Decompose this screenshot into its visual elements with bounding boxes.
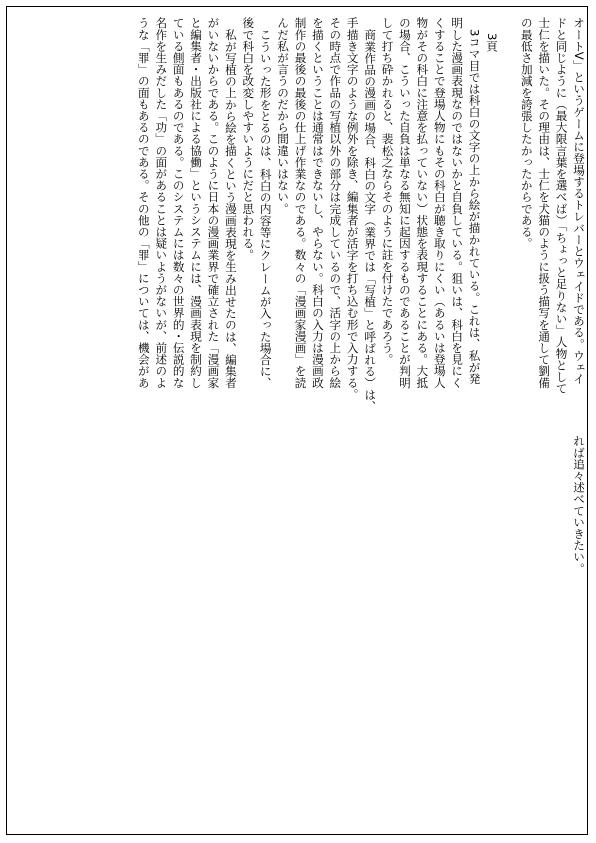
text-line: うな「罪」の面もあるのである。その他の「罪」については、機会があ (136, 17, 151, 389)
text-line: 名作を生みだした「功」の面があることは疑いようがないが、前述のよ (154, 17, 169, 389)
text-line: 物がその科白に注意を払っていない）状態を表現することにある。大抵 (415, 17, 430, 389)
text-line: ドと同じように（最大限言葉を選べば）「ちょっと足りない」人物として (554, 17, 569, 394)
text-line: 手描き文字のような例外を除き、編集者が活字を打ち込む形で入力する。 (345, 17, 360, 400)
text-line: して打ち砕かれると、裴松之ならそのように註を付けたであろう。 (380, 17, 395, 365)
main-text-block (17, 17, 587, 412)
continuation-text-block (27, 435, 587, 815)
text-line: その時点で作品の写植以外の部分は完成しているので、活字の上から絵 (328, 17, 343, 389)
text-line: ている側面もあるのである。このシステムには数々の世界的・伝説的な (171, 17, 186, 389)
text-line: 制作の最後の最後の仕上げ作業なのである。数々の「漫画家漫画」を読 (293, 17, 308, 389)
text-line: を描くということは通常はできないし、やらない。科白の入力は漫画政 (310, 17, 325, 389)
document-page (6, 6, 588, 835)
text-line: れば追々述べていきたい。 (572, 435, 586, 575)
text-line: がいないからである。このように日本の漫画業界で確立された「漫画家 (206, 17, 221, 389)
text-line: の最低さ加減を誇張したかったからである。 (519, 17, 534, 249)
text-line: くすることで登場人物にもその科白が聴き取りにくい（あるいは登場人 (432, 17, 447, 389)
text-line: と編集者・出版社による協働」というシステムには、漫画表現を制約し (189, 17, 204, 389)
text-line: オートV」というゲームに登場するトレバーとウェイドである。ウェイ (572, 17, 586, 385)
text-line: 3コマ目では科白の文字の上から絵が描かれている。これは、私が発 (467, 28, 482, 384)
blank-line (500, 17, 517, 392)
text-line: 士仁を描いた。その理由は、士仁を犬猫のように扱う描写を通して劉備 (537, 17, 552, 389)
text-line: んだ私が言うのだから間違いはない。 (276, 17, 291, 215)
text-line: 後で科白を改変しやすいようにだと思われる。 (241, 17, 256, 261)
text-line: の場合、こういった自負は単なる無知に起因するものであることが判明 (397, 17, 412, 389)
text-line: 私が写植の上から絵を描くという漫画表現を生み出せたのは、編集者 (223, 28, 238, 389)
text-line: 明した漫画表現なのではないかと自負している。狙いは、科白を見にく (450, 17, 465, 389)
text-line: こういった形をとるのは、科白の内容等にクレームが入った場合に、 (258, 28, 273, 389)
text-line: 商業作品の漫画の場合、科白の文字（業界では「写植」と呼ばれる）は、 (363, 28, 378, 412)
section-heading: 3頁 (484, 33, 499, 53)
